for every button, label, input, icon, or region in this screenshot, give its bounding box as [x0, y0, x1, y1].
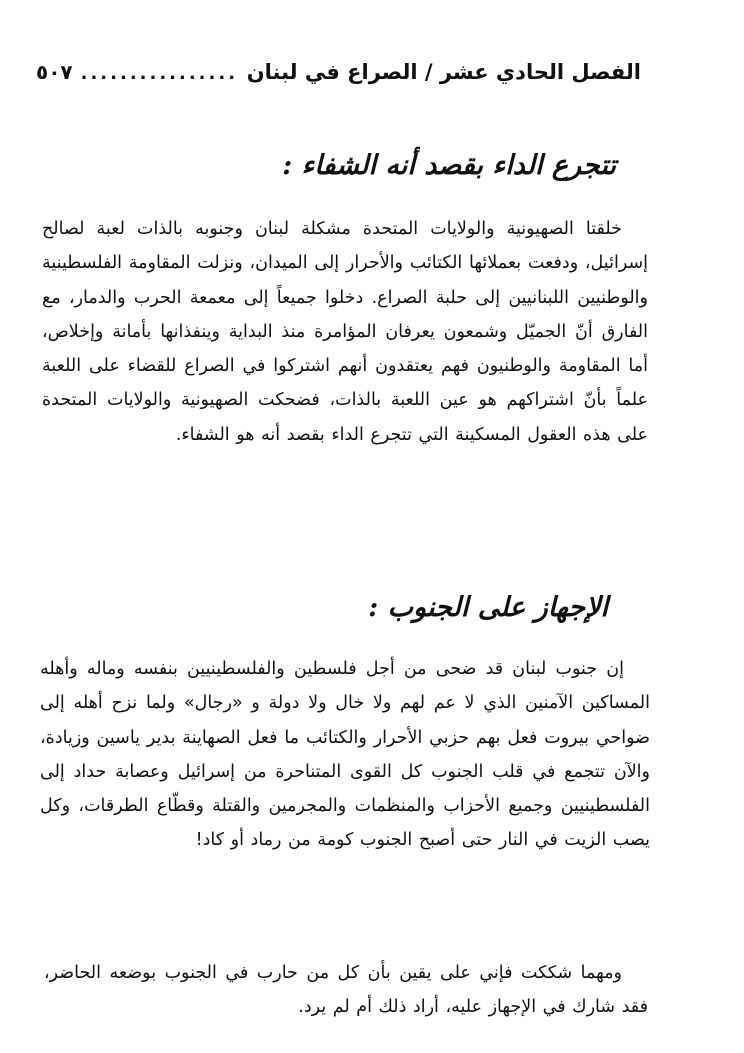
section-paragraph — [42, 212, 648, 452]
section-paragraph — [44, 956, 648, 1025]
section-heading-treatment: تتجرع الداء بقصد أنه الشفاء : — [282, 150, 616, 181]
paragraph-text: ومهما شككت فإني على يقين بأن كل من حارب في الجنوب بوضعه الحاضر، فقد شارك في الإجهاز عليه، أراد ذلك أم لم يرد. — [44, 963, 648, 1018]
page-number: ٥٠٧ — [36, 60, 73, 84]
chapter-title: الفصل الحادي عشر / الصراع في لبنان — [246, 60, 641, 84]
leader-dots: ................ — [80, 63, 239, 84]
running-header — [36, 44, 641, 84]
paragraph-text: خلقتا الصهيونية والولايات المتحدة مشكلة لبنان وجنوبه بالذات لعبة لصالح إسرائيل، ودفعت بعملائها الكتائب والأحرار إلى الميدان، ونزلت المقاومة الفلسطينية والوطنيين اللبنانيين إلى حلبة الصراع. دخلوا جميعاً إلى معمعة الحرب والدمار، مع الفارق أنّ الجميّل وشمعون يعرفان المؤامرة منذ البداية وينفذانها بأمانة وإخلاص، أما المقاومة والوطنيون فهم يعتقدون أنهم اشتركوا في الصراع للقضاء على اللعبة علماً بأنّ اشتراكهم هو عين اللعبة بالذات، فضحكت الصهيونية والولايات المتحدة على هذه العقول المسكينة التي تتجرع الداء بقصد أنه هو الشفاء. — [42, 219, 648, 445]
section-paragraph — [40, 652, 650, 858]
paragraph-text: إن جنوب لبنان قد ضحى من أجل فلسطين والفلسطينيين بنفسه وماله وأهله المساكين الآمنين الذي لا عم لهم ولا خال ولا دولة و «رجال» ولما نزح أهله إلى ضواحي بيروت فعل بهم حزبي الأحرار والكتائب ما فعل الصهاينة بدير ياسين وزيادة، والآن تتجمع في قلب الجنوب كل القوى المتناحرة من إسرائيل وعصابة حداد إلى الفلسطينيين وجميع الأحزاب والمنظمات والمجرمين والقتلة وقطّاع الطرقات، وكل يصب الزيت في النار حتى أصبح الجنوب كومة من رماد أو كاد! — [40, 659, 650, 851]
section-heading-south: الإجهاز على الجنوب : — [368, 592, 608, 623]
